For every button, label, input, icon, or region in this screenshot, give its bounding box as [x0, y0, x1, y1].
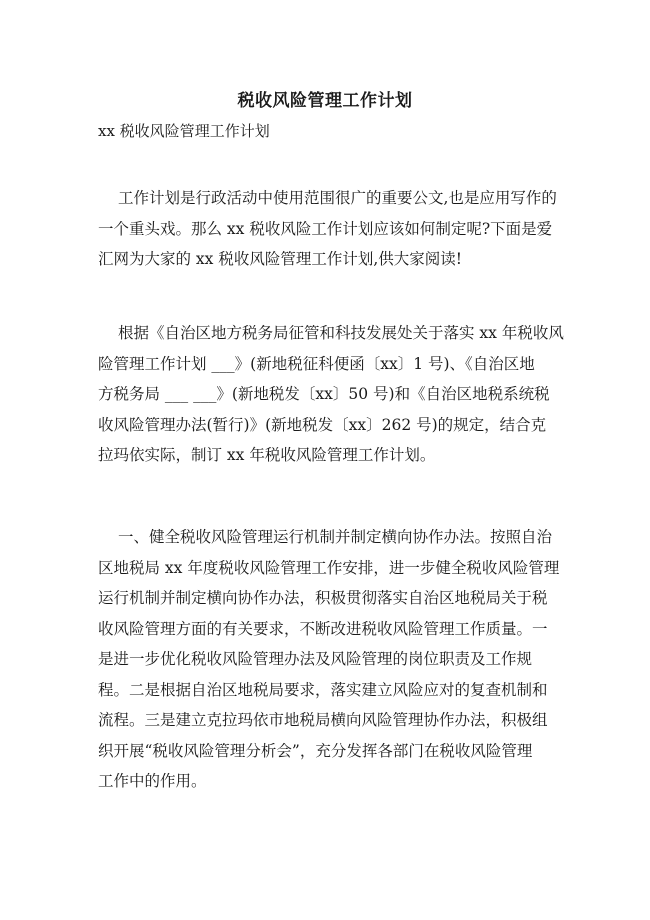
document-subtitle: xx 税收风险管理工作计划	[98, 122, 270, 140]
document-title: 税收风险管理工作计划	[237, 91, 413, 111]
paragraph-line: 方税务局 ___ ___》(新地税发〔xx〕50 号)和《自治区地税系统税	[98, 385, 550, 403]
paragraph-line: 险管理工作计划 ___》(新地税征科便函〔xx〕1 号)、《自治区地	[98, 354, 535, 373]
paragraph-line: 一、健全税收风险管理运行机制并制定横向协作办法。按照自治	[118, 528, 553, 546]
paragraph-line: 流程。三是建立克拉玛依市地税局横向风险管理协作办法，积极组	[98, 711, 548, 729]
paragraph-line: 是进一步优化税收风险管理办法及风险管理的岗位职责及工作规	[98, 650, 533, 668]
paragraph-line: 收风险管理方面的有关要求，不断改进税收风险管理工作质量。一	[98, 619, 548, 638]
paragraph-line: 一个重头戏。那么 xx 税收风险工作计划应该如何制定呢?下面是爱	[98, 219, 553, 238]
paragraph-line: 根据《自治区地方税务局征管和科技发展处关于落实 xx 年税收风	[118, 324, 564, 342]
paragraph-line: 收风险管理办法(暂行)》(新地税发〔xx〕262 号)的规定，结合克	[98, 415, 547, 434]
paragraph-line: 运行机制并制定横向协作办法，积极贯彻落实自治区地税局关于税	[98, 589, 548, 607]
paragraph-line: 织开展“税收风险管理分析会”，充分发挥各部门在税收风险管理	[98, 741, 533, 760]
paragraph-line: 区地税局 xx 年度税收风险管理工作安排，进一步健全税收风险管理	[98, 558, 560, 577]
paragraph-line: 程。二是根据自治区地税局要求，落实建立风险应对的复查机制和	[98, 680, 548, 699]
paragraph-section-one	[98, 522, 558, 797]
paragraph-line: 拉玛依实际，制订 xx 年税收风险管理工作计划。	[98, 446, 436, 464]
paragraph-intro	[98, 183, 558, 275]
paragraph-line: 工作中的作用。	[98, 772, 207, 790]
paragraph-line: 汇网为大家的 xx 税收风险管理工作计划,供大家阅读!	[98, 250, 462, 268]
paragraph-basis	[98, 318, 564, 471]
paragraph-line: 工作计划是行政活动中使用范围很广的重要公文,也是应用写作的	[118, 189, 557, 207]
